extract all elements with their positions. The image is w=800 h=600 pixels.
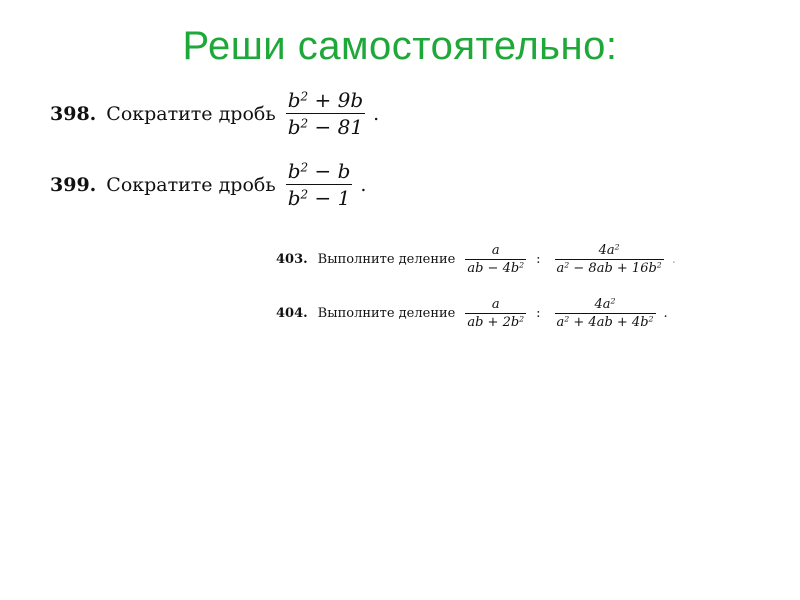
problem-instruction: Выполните деление	[317, 306, 456, 321]
fraction	[286, 88, 365, 139]
fraction-denominator: $b^2 - 1$	[287, 186, 351, 210]
division-sign: :	[536, 306, 541, 321]
fraction-dividend	[465, 243, 526, 276]
period: .	[373, 102, 380, 125]
problem-instruction: Выполните деление	[317, 252, 456, 267]
fraction-denominator: ab + $2b^2$	[467, 314, 525, 330]
fraction-numerator: a	[491, 297, 500, 312]
problem-404	[276, 297, 668, 330]
problem-instruction: Сократите дробь	[106, 102, 276, 125]
period: .	[663, 306, 668, 321]
problem-398	[50, 88, 379, 139]
fraction-divisor	[555, 297, 656, 330]
fraction-numerator: $b^2 + 9b$	[287, 88, 364, 112]
fraction-numerator: a	[491, 243, 500, 258]
fraction-numerator: $4a^2$	[598, 242, 620, 258]
problem-number: 398.	[50, 102, 97, 125]
division-sign: :	[536, 252, 541, 267]
period: .	[360, 173, 367, 196]
period: .	[671, 252, 676, 267]
fraction	[286, 159, 353, 210]
problem-number: 399.	[50, 173, 97, 196]
fraction-denominator: $a^2 - 8ab + 16b^2$	[556, 260, 662, 276]
fraction-dividend	[465, 297, 526, 330]
fraction-divisor	[555, 243, 664, 276]
problem-399	[50, 159, 366, 210]
fraction-numerator: $b^2 - b$	[287, 159, 351, 183]
fraction-denominator: $b^2 - 81$	[287, 115, 364, 139]
fraction-denominator: ab − $4b^2$	[467, 260, 525, 276]
problem-number: 404.	[276, 306, 308, 321]
problem-403	[276, 243, 676, 276]
fraction-numerator: $4a^2$	[594, 296, 616, 312]
fraction-denominator: $a^2 + 4ab + 4b^2$	[556, 314, 654, 330]
problem-instruction: Сократите дробь	[106, 173, 276, 196]
page-title: Реши самостоятельно:	[182, 24, 618, 68]
problem-number: 403.	[276, 252, 308, 267]
